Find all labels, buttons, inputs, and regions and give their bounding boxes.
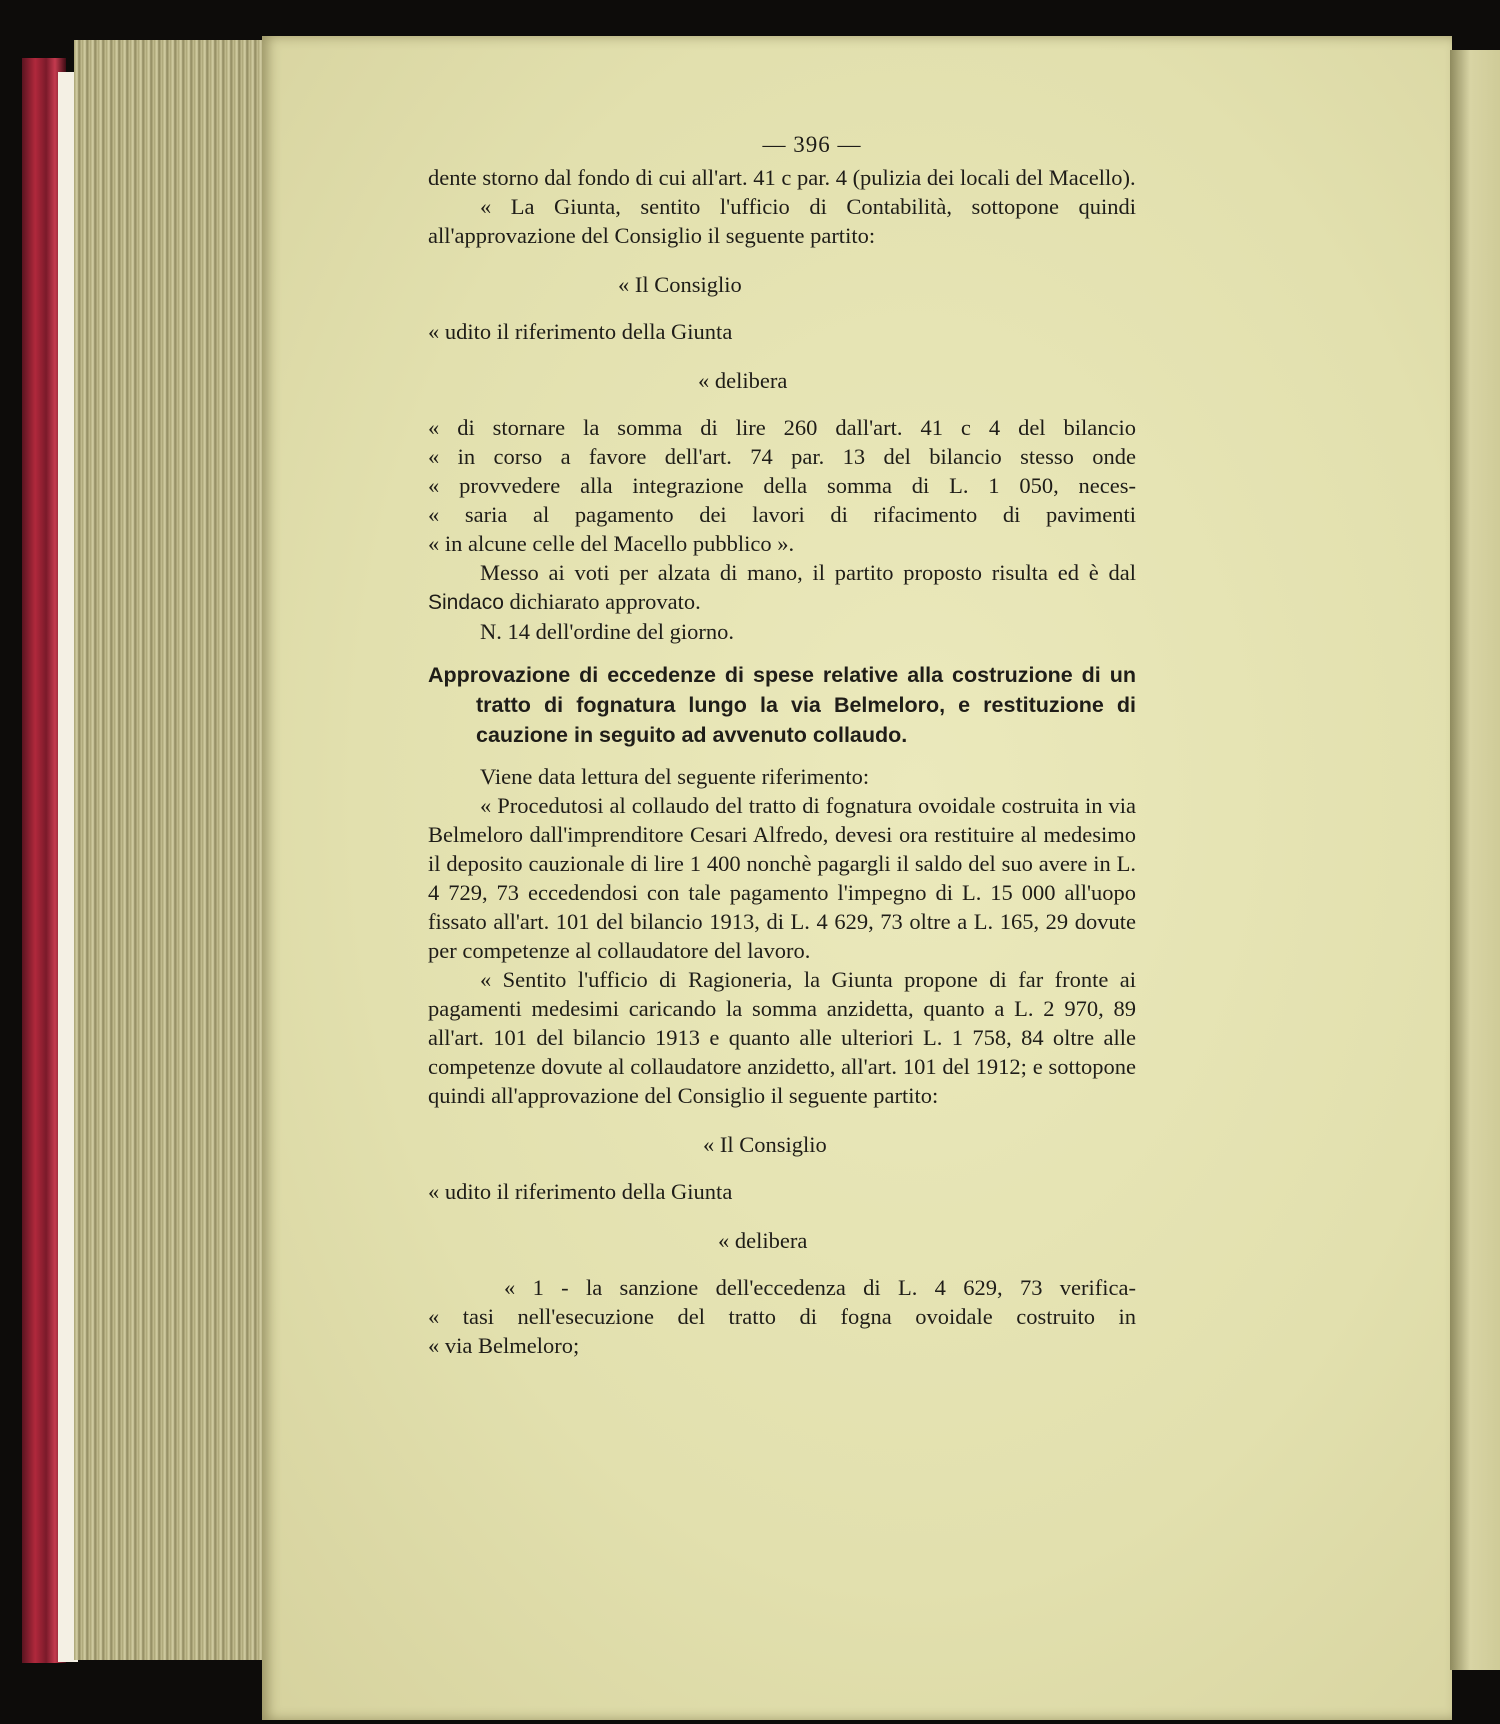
quote-line: « in alcune celle del Macello pubblico ». (428, 531, 795, 556)
quote-line: « 1 - la sanzione dell'eccedenza di L. 4 629, 73 verifica- (504, 1275, 1136, 1300)
il-consiglio-heading-2: « Il Consiglio (703, 1132, 827, 1157)
delibera-heading: « delibera (698, 368, 788, 393)
page-number: — 396 — (762, 132, 862, 157)
deliberation-quote-2 (428, 1273, 1136, 1360)
quote-line: « in corso a favore dell'art. 74 par. 13 del bilancio stesso onde (428, 444, 1136, 469)
paragraph-voting-result (428, 558, 1136, 617)
paragraph-ordine-del-giorno: N. 14 dell'ordine del giorno. (480, 619, 735, 644)
voting-text-before: Messo ai voti per alzata di mano, il partito proposto risulta ed è dal (480, 560, 1136, 585)
deliberation-quote-1 (428, 413, 1136, 558)
section-heading: Approvazione di eccedenze di spese relative alla costruzione di un tratto di fognatura lungo la via Belmeloro, e restituzione di cauzione in seguito ad avvenuto collaudo. (428, 663, 1136, 747)
udito-riferimento-line-2: « udito il riferimento della Giunta (428, 1179, 733, 1204)
page-text (428, 130, 1136, 1360)
quote-line: « tasi nell'esecuzione del tratto di fogna ovoidale costruito in (428, 1304, 1136, 1329)
quote-line: « via Belmeloro; (428, 1333, 580, 1358)
il-consiglio-heading: « Il Consiglio (618, 272, 742, 297)
paragraph-giunta-contabilita: « La Giunta, sentito l'ufficio di Contabilità, sottopone quindi all'approvazione del Consiglio il seguente partito: (428, 194, 1136, 248)
paragraph-ragioneria: « Sentito l'ufficio di Ragioneria, la Giunta propone di far fronte ai pagamenti medesimi caricando la somma anzidetta, quanto a L. 2 970, 89 all'art. 101 del bilancio 1913 e quanto alle ulteriori L. 1 758, 84 oltre alle competenze dovute al collaudatore anzidetto, all'art. 101 del 1912; e sottopone quindi all'approvazione del Consiglio il seguente partito: (428, 967, 1136, 1108)
page-edges (74, 40, 274, 1660)
paragraph-storno-continuation: dente storno dal fondo di cui all'art. 41 c par. 4 (pulizia dei locali del Macello). (428, 165, 1136, 190)
udito-riferimento-line: « udito il riferimento della Giunta (428, 319, 733, 344)
quote-line: « provvedere alla integrazione della somma di L. 1 050, neces- (428, 473, 1136, 498)
facing-page-edge (1450, 50, 1500, 1670)
voting-text-after: dichiarato approvato. (509, 589, 701, 614)
quote-line: « saria al pagamento dei lavori di rifacimento di pavimenti (428, 502, 1136, 527)
delibera-heading-2: « delibera (718, 1228, 808, 1253)
quote-line: « di stornare la somma di lire 260 dall'art. 41 c 4 del bilancio (428, 415, 1136, 440)
paragraph-collaudo: « Procedutosi al collaudo del tratto di fognatura ovoidale costruita in via Belmeloro dall'imprenditore Cesari Alfredo, devesi ora restituire al medesimo il deposito cauzionale di lire 1 400 nonchè pagargli il saldo del suo avere in L. 4 729, 73 eccedendosi con tale pagamento l'impegno di L. 15 000 all'uopo fissato all'art. 101 del bilancio 1913, di L. 4 629, 73 oltre a L. 165, 29 dovute per competenze al collaudatore del lavoro. (428, 793, 1136, 963)
sindaco-emphasis: Sindaco (428, 591, 504, 614)
paragraph-lettura: Viene data lettura del seguente riferimento: (480, 764, 870, 789)
